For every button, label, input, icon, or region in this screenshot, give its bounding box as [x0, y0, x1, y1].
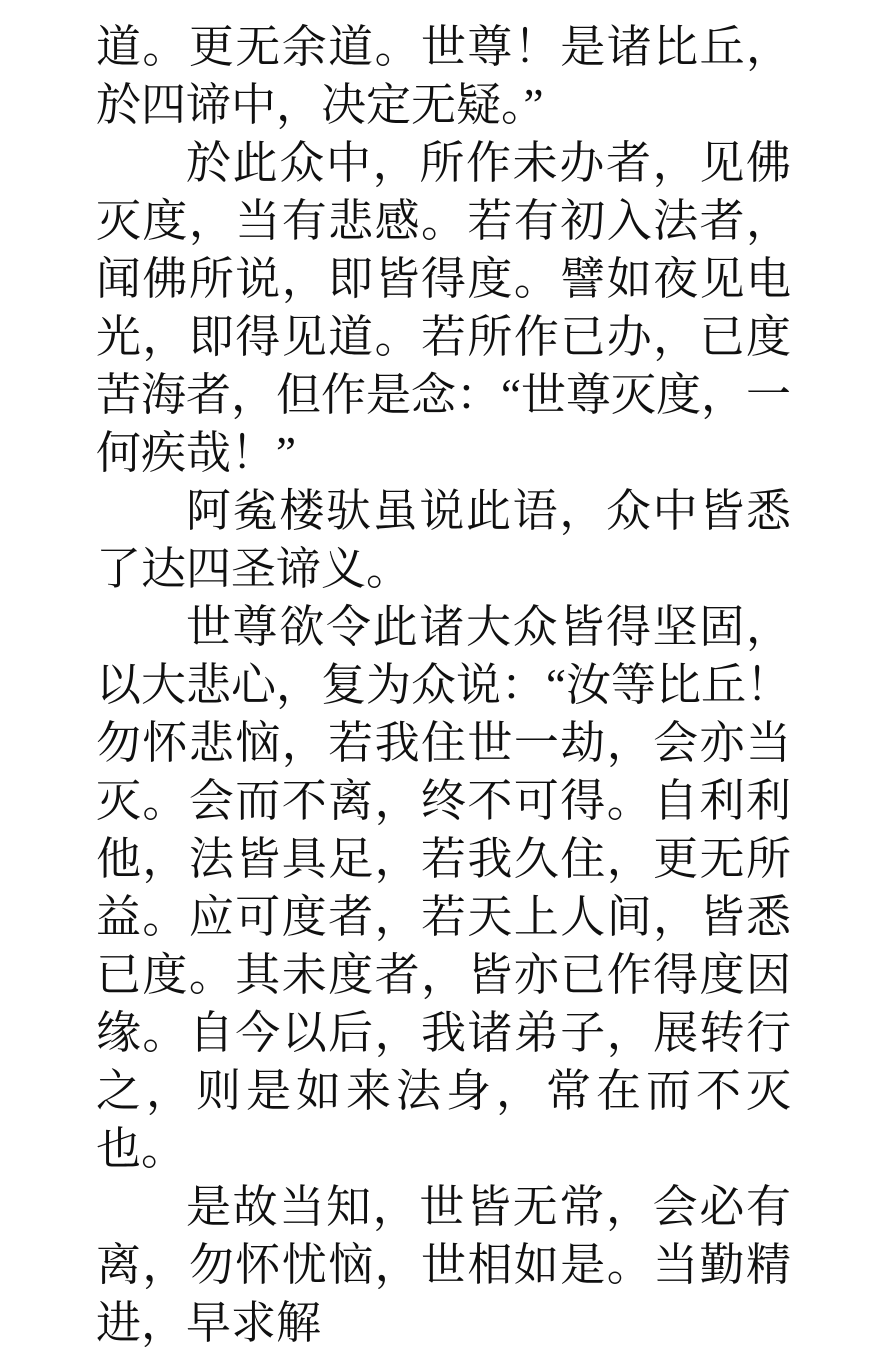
- paragraph-5: 是故当知，世皆无常，会必有离，勿怀忧恼，世相如是。当勤精进，早求解: [96, 1182, 791, 1348]
- paragraph-2: 於此众中，所作未办者，见佛灭度，当有悲感。若有初入法者，闻佛所说，即皆得度。譬如夜见电光，即得见道。若所作已办，已度苦海者，但作是念：“世尊灭度，一何疾哉！”: [96, 138, 791, 478]
- paragraph-4: 世尊欲令此诸大众皆得坚固，以大悲心，复为众说：“汝等比丘！勿怀悲恼，若我住世一劫，会亦当灭。会而不离，终不可得。自利利他，法皆具足，若我久住，更无所益。应可度者，若天上人间，皆悉已度。其未度者，皆亦已作得度因缘。自今以后，我诸弟子，展转行之，则是如来法身，常在而不灭也。: [96, 602, 791, 1174]
- paragraph-3: 阿㝹楼驮虽说此语，众中皆悉了达四圣谛义。: [96, 486, 791, 594]
- paragraph-1: 道。更无余道。世尊！是诸比丘，於四谛中，决定无疑。”: [96, 22, 791, 130]
- sutra-body-text: [96, 18, 791, 1352]
